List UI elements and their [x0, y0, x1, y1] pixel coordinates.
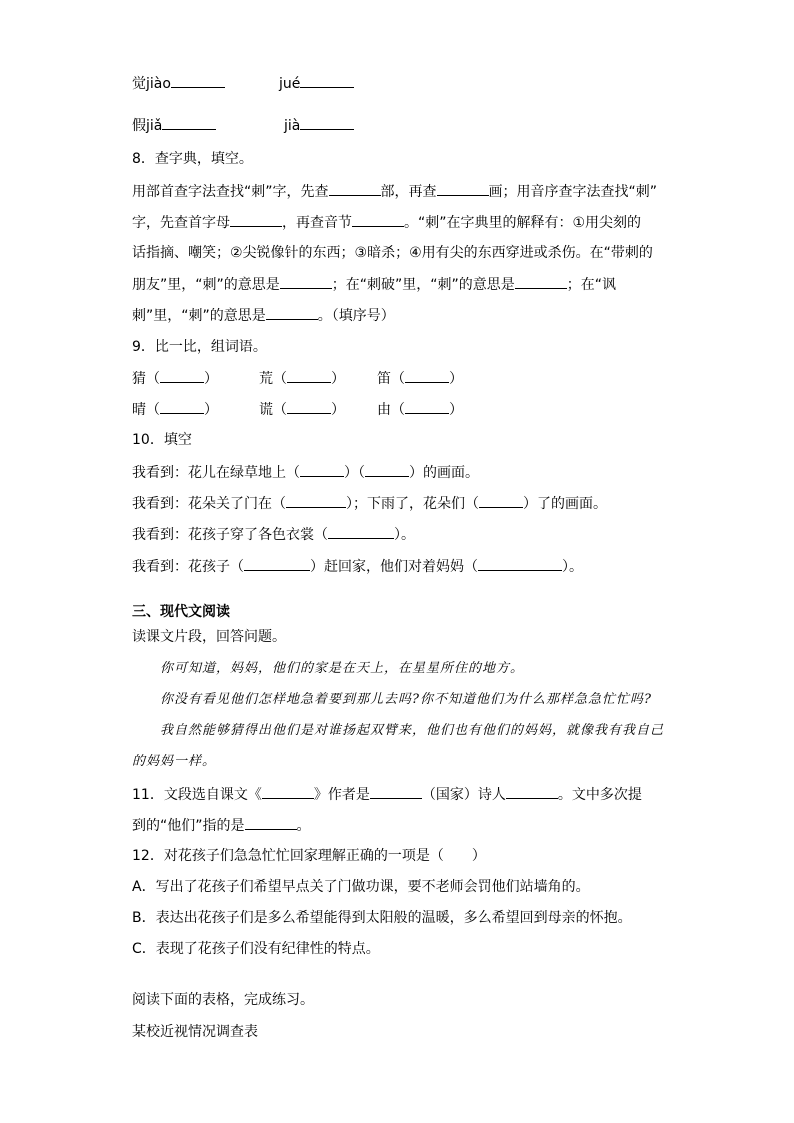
answer-blank[interactable]: [365, 462, 409, 477]
text: 画；用音序查字法查找“刺”: [488, 184, 658, 200]
character: 荒: [259, 371, 273, 387]
q8-line-5: [132, 305, 672, 326]
q8-title: 8．查字典，填空。: [132, 151, 253, 167]
text: ；在“刺破”里，“刺”的意思是: [331, 277, 515, 293]
text: 字，先查首字母: [132, 215, 230, 231]
answer-blank[interactable]: [329, 181, 381, 196]
q8-line-1: [132, 181, 672, 202]
text: 我看到：花孩子（: [132, 559, 244, 575]
text: 刺”里，“刺”的意思是: [132, 308, 266, 324]
q8-line-3: 话指摘、嘲笑；②尖锐像针的东西；③暗杀；④用有尖的东西穿进或杀伤。在“带刺的: [132, 245, 653, 261]
q10-title: 10．填空: [132, 432, 192, 448]
text: ）；下雨了，花朵们（: [346, 496, 479, 512]
answer-blank[interactable]: [287, 399, 331, 414]
text: （国家）诗人: [421, 787, 506, 803]
answer-blank[interactable]: [160, 368, 204, 383]
section-title: 三、现代文阅读: [132, 604, 230, 620]
answer-blank[interactable]: [286, 493, 346, 508]
answer-blank[interactable]: [352, 212, 404, 227]
q10-line-3: [132, 524, 672, 545]
pinyin-row-1: [132, 73, 672, 94]
answer-blank[interactable]: [230, 212, 282, 227]
q11-line-2: [132, 815, 672, 836]
text: ）的画面。: [409, 465, 479, 481]
text: ，再查音节: [282, 215, 352, 231]
q10-line-1: [132, 462, 672, 483]
text: 我看到：花儿在绿草地上（: [132, 465, 300, 481]
answer-blank[interactable]: [405, 399, 449, 414]
text: 到的“他们”指的是: [132, 818, 245, 834]
answer-blank[interactable]: [162, 115, 216, 130]
text: ）。: [394, 527, 415, 543]
pinyin-char: 觉: [132, 76, 146, 92]
q10-line-4: [132, 556, 672, 577]
character: 晴: [132, 402, 146, 418]
answer-blank[interactable]: [479, 493, 523, 508]
table-instruction: 阅读下面的表格，完成练习。: [132, 992, 314, 1008]
q10-line-2: [132, 493, 672, 514]
q8-line-4: [132, 274, 672, 295]
passage-para-1: 你可知道，妈妈，他们的家是在天上，在星星所住的地方。: [160, 661, 525, 676]
passage-para-3b: 的妈妈一样。: [132, 754, 217, 769]
pinyin-char: 假: [132, 118, 146, 134]
section-intro: 读课文片段，回答问题。: [132, 629, 286, 645]
answer-blank[interactable]: [160, 399, 204, 414]
answer-blank[interactable]: [280, 274, 332, 289]
pinyin-label: jiào: [146, 76, 171, 92]
answer-blank[interactable]: [506, 784, 558, 799]
answer-blank[interactable]: [245, 815, 297, 830]
pinyin-row-2: [132, 115, 672, 136]
passage-para-3a: 我自然能够猜得出他们是对谁扬起双臂来，他们也有他们的妈妈，就像我有我自己: [160, 723, 665, 738]
text: 我看到：花孩子穿了各色衣裳（: [132, 527, 328, 543]
text: ）了的画面。: [523, 496, 607, 512]
q12-option-b[interactable]: B．表达出花孩子们是多么希望能得到太阳般的温暖，多么希望回到母亲的怀抱。: [132, 910, 632, 926]
answer-blank[interactable]: [300, 73, 354, 88]
text: ）赶回家，他们对着妈妈（: [310, 559, 478, 575]
text: 用部首查字法查找“刺”字，先查: [132, 184, 329, 200]
answer-blank[interactable]: [478, 556, 562, 571]
worksheet-page: 觉jiào jué 假jiǎ jià 8．查字典，填空。 用部首查字法查找“刺”字，先查 部，再查 画；用音序查字法查找“刺” 字，先查首字母 ，再查音节 。“刺”在字典里的解释有：①用尖刻的 话指摘、嘲笑；②尖锐像针的东西；③暗杀；④用有尖的东西穿进或杀伤。在“带刺的 朋友”里，“刺”的意思是 ；在“刺破”里，“刺”的意思是 ；在“讽 刺”里，“刺”的意思是 。（填序号） 9．比一比，组词语。 猜（ ） 荒（ ） 笛（ ） 晴（ ） 谎（ ） 由（ ） 10．填空 我看到：花儿在绿草地上（ ）（ ）的画面。 我看到：花朵关了门在（ ）；下雨了，花朵们（ ）了的画面。 我看到：花孩子穿了各色衣裳（ ）。 我看到：花孩子（ ）赶回家，他们对着妈妈（ ）。 三、现代文阅读 读课文片段，回答问题。 你可知道，妈妈，他们的家是在天上，在星星所住的地方。 你没有看见他们怎样地急着要到那儿去吗?你不知道他们为什么那样急急忙忙吗? 我自然能够猜得出他们是对谁扬起双臂来，他们也有他们的妈妈，就像我有我自己 的妈妈一样。 11．文段选自课文《 》作者是 （国家）诗人 。文中多次提 到的“他们”指的是 。 12．对花孩子们急急忙忙回家理解正确的一项是（ ） A．写出了花孩子们希望早点关了门做功课，要不老师会罚他们站墙角的。 B．表达出花孩子们是多么希望能得到太阳般的温暖，多么希望回到母亲的怀抱。 C．表现了花孩子们没有纪律性的特点。 阅读下面的表格，完成练习。 某校近视情况调查表: [0, 0, 794, 1123]
text: ）。: [562, 559, 583, 575]
text: 11．文段选自课文《: [132, 787, 262, 803]
passage-para-2: 你没有看见他们怎样地急着要到那儿去吗?你不知道他们为什么那样急急忙忙吗?: [160, 692, 652, 707]
answer-blank[interactable]: [300, 462, 344, 477]
character: 由: [377, 402, 391, 418]
text: 。文中多次提: [557, 787, 642, 803]
q12-title: 12．对花孩子们急急忙忙回家理解正确的一项是（ ）: [132, 848, 486, 864]
text: 。: [296, 818, 311, 834]
q11-line-1: [132, 784, 672, 805]
text: 。“刺”在字典里的解释有：①用尖刻的: [404, 215, 642, 231]
text: 朋友”里，“刺”的意思是: [132, 277, 280, 293]
answer-blank[interactable]: [515, 274, 567, 289]
pinyin-label: jià: [284, 118, 301, 134]
answer-blank[interactable]: [244, 556, 310, 571]
answer-blank[interactable]: [300, 115, 354, 130]
text: ）（: [344, 465, 365, 481]
text: 部，再查: [380, 184, 437, 200]
q9-title: 9．比一比，组词语。: [132, 339, 267, 355]
answer-blank[interactable]: [171, 73, 225, 88]
text: 》作者是: [313, 787, 370, 803]
answer-blank[interactable]: [437, 181, 489, 196]
text: 我看到：花朵关了门在（: [132, 496, 286, 512]
text: ；在“讽: [566, 277, 617, 293]
q12-option-c[interactable]: C．表现了花孩子们没有纪律性的特点。: [132, 941, 380, 957]
answer-blank[interactable]: [266, 305, 318, 320]
answer-blank[interactable]: [328, 524, 394, 539]
q12-option-a[interactable]: A．写出了花孩子们希望早点关了门做功课，要不老师会罚他们站墙角的。: [132, 879, 590, 895]
text: 。（填序号）: [317, 308, 395, 324]
answer-blank[interactable]: [287, 368, 331, 383]
q8-line-2: [132, 212, 672, 233]
answer-blank[interactable]: [262, 784, 314, 799]
character: 谎: [259, 402, 273, 418]
character: 笛: [377, 371, 391, 387]
pinyin-label: jué: [279, 76, 301, 92]
answer-blank[interactable]: [370, 784, 422, 799]
answer-blank[interactable]: [405, 368, 449, 383]
table-caption: 某校近视情况调查表: [132, 1024, 258, 1040]
pinyin-label: jiǎ: [146, 118, 163, 134]
character: 猜: [132, 371, 146, 387]
